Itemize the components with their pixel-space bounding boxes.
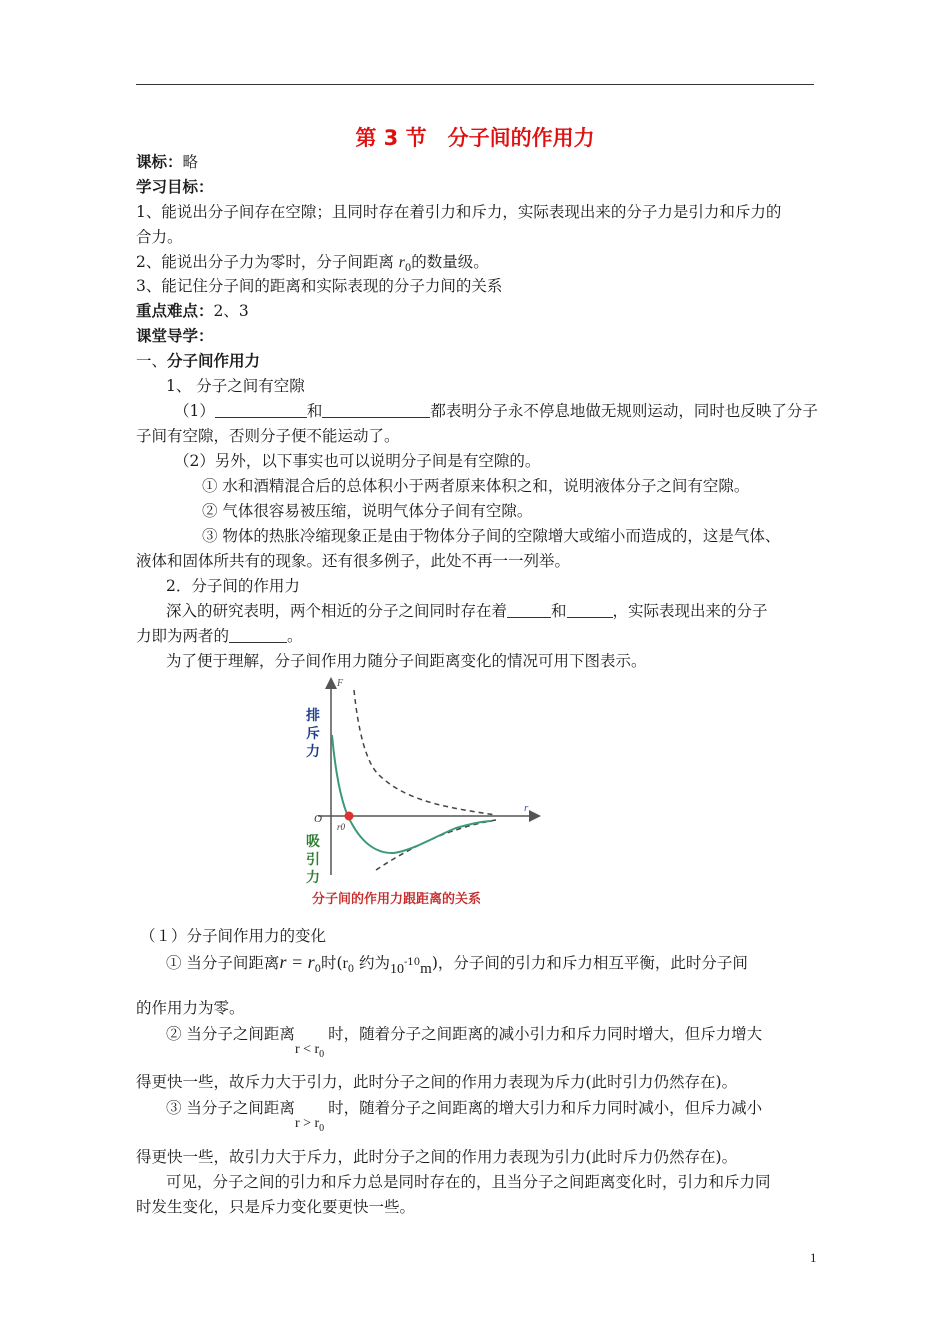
case-1: ① 水和酒精混合后的总体积小于两者原来体积之和，说明液体分子之间有空隙。	[202, 477, 750, 495]
key-points-label: 重点难点：	[136, 302, 214, 320]
para-1-num: （1）	[174, 402, 215, 420]
key-points-line	[136, 299, 249, 323]
desc-2-text: 力即为两者的	[136, 627, 230, 645]
item-2-math	[294, 1042, 325, 1060]
desc-1-text: 深入的研究表明，两个相近的分子之间同时存在着	[166, 602, 508, 620]
page-number: 1	[810, 1250, 817, 1265]
item-2-math-sub: 0	[319, 1049, 325, 1060]
attractive-force-curve	[376, 820, 496, 870]
fill-blank-4[interactable]	[567, 601, 613, 618]
item-1-r: r	[279, 952, 287, 972]
goal-2-var: r	[398, 254, 405, 271]
attractive-label-1: 吸	[306, 834, 320, 850]
net-force-curve	[332, 735, 492, 853]
change-heading: （１）分子间作用力的变化	[140, 927, 327, 945]
goal-3: 3、能记住分子间的距离和实际表现的分子力间的关系	[136, 277, 503, 295]
guide-heading: 课堂导学：	[136, 327, 214, 345]
attractive-label-2: 引	[306, 852, 320, 868]
item-3-cont: 得更快一些，故引力大于斥力，此时分子之间的作用力表现为引力(此时斥力仍然存在)。	[136, 1148, 738, 1166]
kebiao-line	[136, 150, 198, 174]
conclusion-a: 可见，分子之间的引力和斥力总是同时存在的，且当分子之间距离变化时，引力和斥力同	[166, 1173, 771, 1191]
repulsive-label-3: 力	[306, 744, 320, 760]
case-2: ② 气体很容易被压缩，说明气体分子间有空隙。	[202, 502, 533, 520]
item-1-text: ① 当分子间距离	[166, 954, 280, 972]
item-1-when: 时(	[321, 954, 343, 972]
key-points-value: 2、3	[213, 302, 249, 320]
desc-2	[136, 624, 303, 648]
item-3-math-sub: 0	[319, 1123, 325, 1134]
item-1-r0b-sub: 0	[347, 964, 355, 975]
repulsive-label-1: 排	[306, 708, 320, 724]
item-3	[166, 1096, 762, 1141]
case-3-b: 液体和固体所共有的现象。还有很多例子，此处不再一一列举。	[136, 552, 571, 570]
repulsive-force-curve	[354, 690, 496, 815]
desc-1	[166, 599, 768, 623]
subsection-2: 2．分子间的作用力	[166, 577, 300, 595]
equilibrium-point	[345, 812, 354, 821]
subsection-1: 1、 分子之间有空隙	[166, 377, 305, 395]
item-2-math-text: r < r	[294, 1042, 320, 1057]
item-3-math-text: r > r	[294, 1116, 320, 1131]
para-1-text: 都表明分子永不停息地做无规则运动，同时也反映了分子	[430, 402, 818, 420]
para-1	[174, 399, 818, 423]
goal-2-tail: 的数量级。	[411, 253, 489, 271]
goals-heading: 学习目标：	[136, 178, 214, 196]
kebiao-value: 略	[182, 153, 199, 171]
section-1-title: 分子间作用力	[167, 352, 261, 370]
item-1-r0-sub: 0	[314, 964, 321, 975]
fill-blank-2[interactable]	[322, 401, 430, 418]
repulsive-label-2: 斥	[306, 726, 320, 742]
item-2-tail: 时，随着分子之间距离的减小引力和斥力同时增大，但斥力增大	[328, 1025, 763, 1043]
goal-1-line-b: 合力。	[136, 228, 183, 246]
fill-blank-3[interactable]	[507, 601, 551, 618]
item-1	[166, 950, 748, 982]
item-3-math	[294, 1116, 325, 1134]
item-1-tail: )，分子间的引力和斥力相互平衡，此时分子间	[431, 954, 748, 972]
fill-blank-1[interactable]	[215, 401, 307, 418]
item-1-unit: m	[420, 961, 432, 977]
force-distance-graph	[296, 670, 546, 910]
item-3-tail: 时，随着分子之间距离的增大引力和斥力同时减小，但斥力减小	[328, 1099, 763, 1117]
item-2-text: ② 当分子之间距离	[166, 1025, 295, 1043]
conclusion-b: 时发生变化，只是斥力变化要更快一些。	[136, 1198, 416, 1216]
x-axis-label: r	[524, 802, 529, 814]
section-1-prefix: 一、	[136, 352, 168, 370]
page-title: 第 3 节 分子间的作用力	[355, 126, 595, 150]
item-1-cont: 的作用力为零。	[136, 999, 245, 1017]
para-1-cont: 子间有空隙，否则分子便不能运动了。	[136, 427, 400, 445]
desc-1-tail: ，实际表现出来的分子	[612, 602, 768, 620]
kebiao-label: 课标：	[136, 153, 183, 171]
attractive-label-3: 力	[306, 870, 320, 886]
item-1-r0b: r	[342, 955, 348, 972]
origin-label: O	[314, 813, 322, 825]
goal-2-text: 2、能说出分子力为零时，分子间距离	[136, 253, 399, 271]
desc-1-and: 和	[551, 602, 567, 620]
item-2-cont: 得更快一些，故斥力大于引力，此时分子之间的作用力表现为斥力(此时引力仍然存在)。	[136, 1073, 738, 1091]
goal-2-sub: 0	[404, 263, 412, 274]
item-2	[166, 1022, 762, 1067]
r0-label: r0	[337, 822, 346, 832]
item-1-about: 约为	[354, 954, 391, 972]
case-3-a: ③ 物体的热胀冷缩现象正是由于物体分子间的空隙增大或缩小而造成的，这是气体、	[202, 527, 781, 545]
figure-caption: 分子间的作用力跟距离的关系	[312, 892, 482, 907]
fill-blank-5[interactable]	[229, 626, 287, 643]
para-1-and: 和	[306, 402, 323, 420]
item-1-pow-base: 10	[390, 962, 405, 977]
item-1-r0: r	[307, 952, 315, 972]
header-rule	[136, 84, 814, 85]
desc-3: 为了便于理解，分子间作用力随分子间距离变化的情况可用下图表示。	[166, 652, 647, 670]
desc-2-tail: 。	[287, 627, 303, 645]
item-1-pow-exp: -10	[404, 957, 421, 968]
section-1-heading	[136, 349, 260, 373]
goal-1-line-a: 1、能说出分子间存在空隙；且同时存在着引力和斥力，实际表现出来的分子力是引力和斥力的	[136, 203, 782, 221]
y-axis-label: F	[337, 678, 344, 689]
item-3-text: ③ 当分子之间距离	[166, 1099, 295, 1117]
item-1-eq: =	[286, 952, 308, 972]
para-2: （2）另外，以下事实也可以说明分子间是有空隙的。	[174, 452, 541, 470]
